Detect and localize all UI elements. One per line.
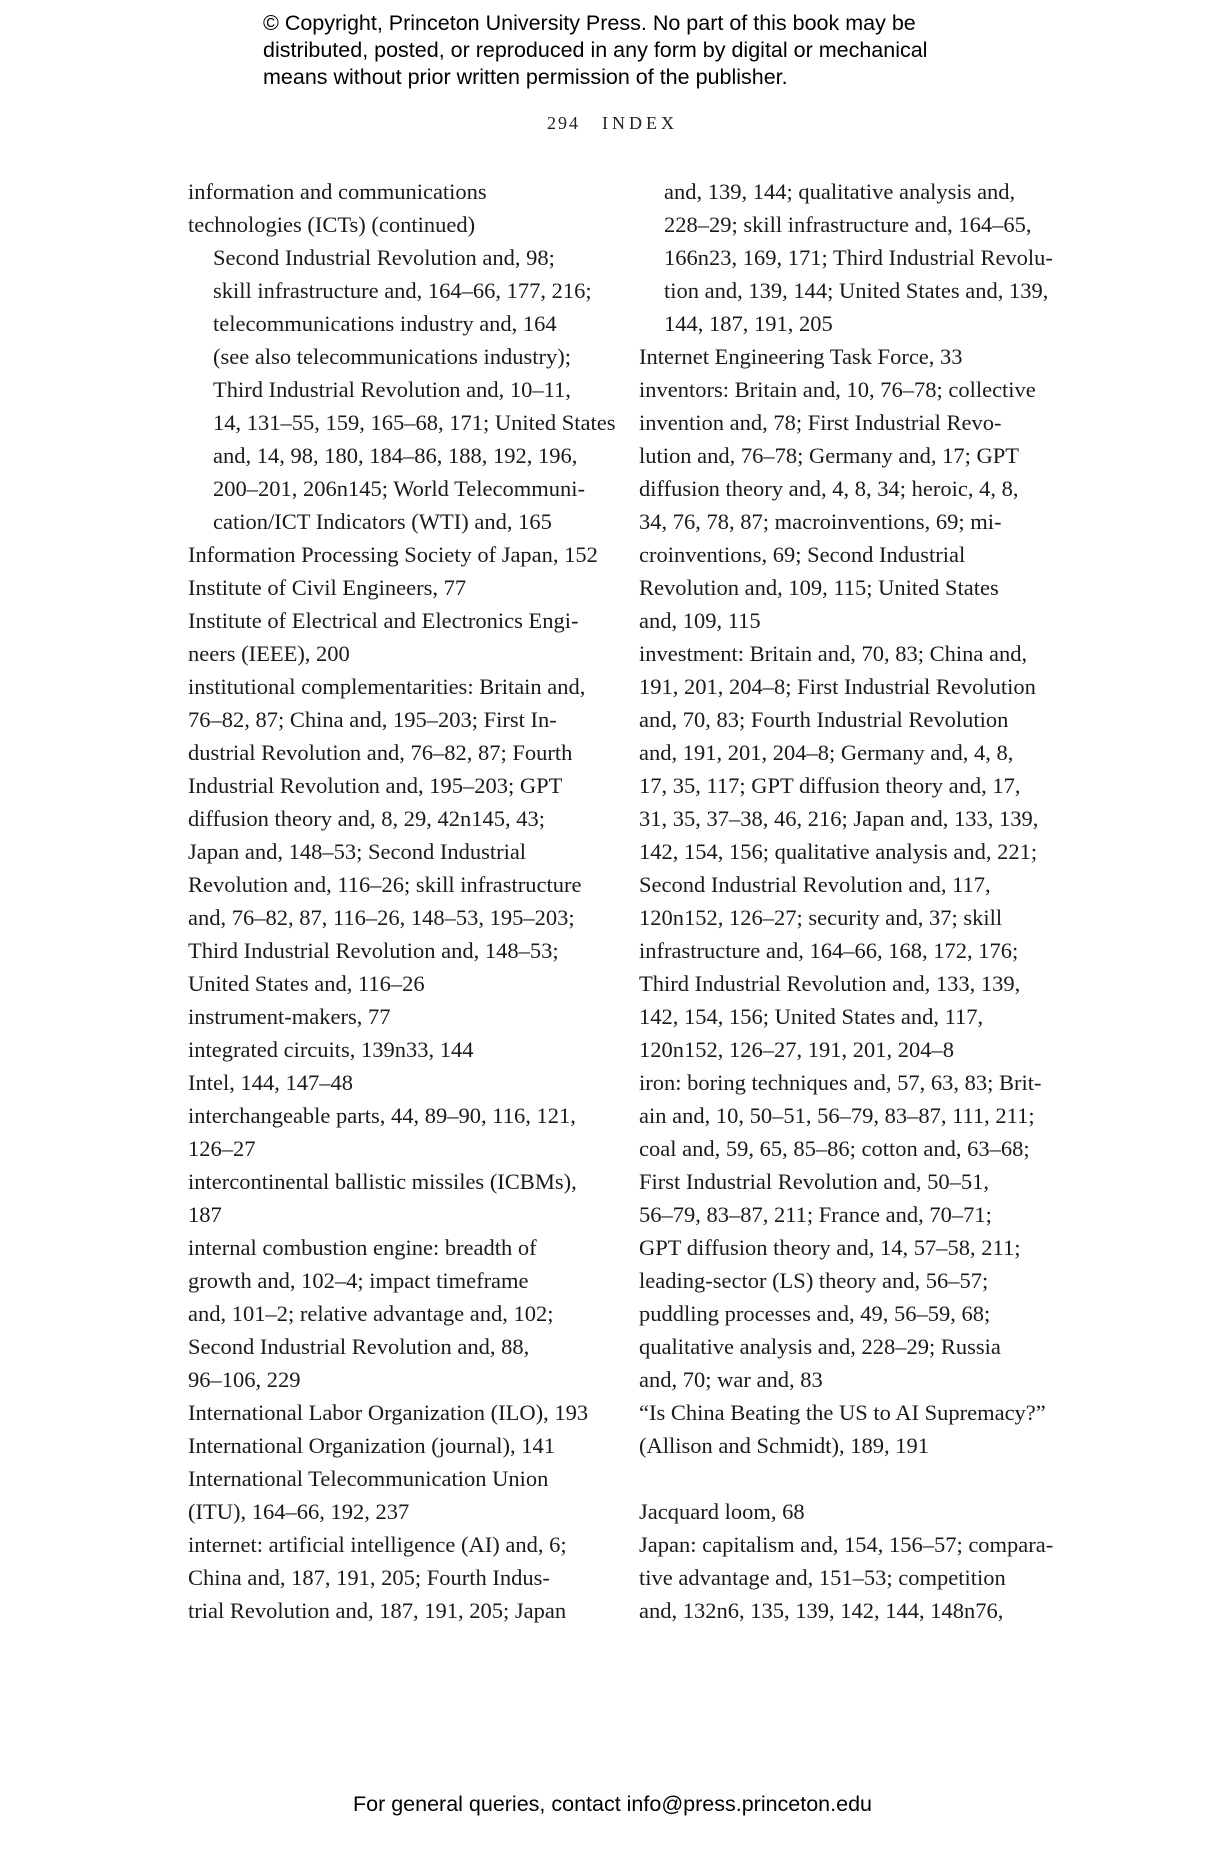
index-entry-line: tion and, 139, 144; United States and, 139, xyxy=(664,278,1049,303)
index-entry-line: technologies (ICTs) (continued) xyxy=(188,212,476,237)
index-entry xyxy=(639,637,1049,1066)
copyright-line: © Copyright, Princeton University Press. No part of this book may be xyxy=(263,11,916,35)
index-entry-line: 34, 76, 78, 87; macroinventions, 69; mi- xyxy=(639,509,1002,534)
index-entry xyxy=(188,670,598,1000)
index-entry-line: International Labor Organization (ILO), 193 xyxy=(188,1400,589,1425)
index-entry-line: and, 70, 83; Fourth Industrial Revolution xyxy=(639,707,1009,732)
index-entry-line: Second Industrial Revolution and, 88, xyxy=(188,1334,530,1359)
index-entry-line: 120n152, 126–27, 191, 201, 204–8 xyxy=(639,1037,954,1062)
index-entry xyxy=(188,538,598,571)
index-entry-line: 14, 131–55, 159, 165–68, 171; United States xyxy=(213,410,616,435)
index-entry-line: croinventions, 69; Second Industrial xyxy=(639,542,966,567)
footer-contact: For general queries, contact info@press.princeton.edu xyxy=(352,1792,872,1816)
index-entry-line: International Organization (journal), 141 xyxy=(188,1433,555,1458)
index-entry-line: Jacquard loom, 68 xyxy=(639,1499,805,1524)
index-entry xyxy=(188,1099,598,1165)
index-entry-line: 96–106, 229 xyxy=(188,1367,301,1392)
index-entry-line: skill infrastructure and, 164–66, 177, 216; xyxy=(213,278,592,303)
index-entry xyxy=(188,1165,598,1231)
index-entry xyxy=(188,1033,598,1066)
index-entry-line: First Industrial Revolution and, 50–51, xyxy=(639,1169,989,1194)
index-entry-line: instrument-makers, 77 xyxy=(188,1004,391,1029)
index-entry xyxy=(188,1462,598,1528)
index-entry-line: puddling processes and, 49, 56–59, 68; xyxy=(639,1301,991,1326)
index-entry-line: Second Industrial Revolution and, 98; xyxy=(213,245,555,270)
index-entry-line: Information Processing Society of Japan, 152 xyxy=(188,542,598,567)
index-entry-line: China and, 187, 191, 205; Fourth Indus- xyxy=(188,1565,550,1590)
index-entry-line: leading-sector (LS) theory and, 56–57; xyxy=(639,1268,989,1293)
index-entry-line: Japan and, 148–53; Second Industrial xyxy=(188,839,527,864)
index-entry-line: tive advantage and, 151–53; competition xyxy=(639,1565,1006,1590)
index-entry-line: Third Industrial Revolution and, 133, 139, xyxy=(639,971,1021,996)
index-entry xyxy=(188,1000,598,1033)
index-entry-line: Internet Engineering Task Force, 33 xyxy=(639,344,963,369)
index-entry-line: 31, 35, 37–38, 46, 216; Japan and, 133, 139, xyxy=(639,806,1039,831)
index-entry-line: Institute of Electrical and Electronics Engi- xyxy=(188,608,579,633)
index-entry-line: Intel, 144, 147–48 xyxy=(188,1070,353,1095)
index-column-right xyxy=(639,175,1054,1627)
index-entry xyxy=(188,571,598,604)
page-number: 294 xyxy=(547,113,580,133)
index-entry-line: neers (IEEE), 200 xyxy=(188,641,350,666)
index-entry-line: growth and, 102–4; impact timeframe xyxy=(188,1268,529,1293)
index-entry-line: and, 109, 115 xyxy=(639,608,761,633)
index-entry xyxy=(188,1231,598,1396)
index-entry-line: invention and, 78; First Industrial Revo- xyxy=(639,410,1002,435)
index-entry xyxy=(639,175,1053,340)
index-entry xyxy=(188,241,616,538)
index-column-left xyxy=(188,175,616,1627)
index-entry-line: Japan: capitalism and, 154, 156–57; compara- xyxy=(639,1532,1054,1557)
index-entry-line: 187 xyxy=(188,1202,222,1227)
index-entry-line: 142, 154, 156; United States and, 117, xyxy=(639,1004,984,1029)
running-head xyxy=(0,113,1225,134)
index-entry xyxy=(639,1495,1049,1528)
index-entry-line: infrastructure and, 164–66, 168, 172, 176; xyxy=(639,938,1019,963)
index-entry xyxy=(639,373,1049,637)
index-entry-line: and, 139, 144; qualitative analysis and, xyxy=(664,179,1016,204)
index-entry-line: ain and, 10, 50–51, 56–79, 83–87, 111, 211; xyxy=(639,1103,1035,1128)
index-entry-line: and, 14, 98, 180, 184–86, 188, 192, 196, xyxy=(213,443,578,468)
index-entry xyxy=(188,175,598,241)
index-entry-line: 144, 187, 191, 205 xyxy=(664,311,833,336)
index-entry-line: Third Industrial Revolution and, 148–53; xyxy=(188,938,559,963)
index-entry-line: investment: Britain and, 70, 83; China and, xyxy=(639,641,1028,666)
index-entry-line: information and communications xyxy=(188,179,487,204)
index-entry-line: Third Industrial Revolution and, 10–11, xyxy=(213,377,571,402)
index-entry-line: diffusion theory and, 8, 29, 42n145, 43; xyxy=(188,806,546,831)
index-entry-line: interchangeable parts, 44, 89–90, 116, 121, xyxy=(188,1103,576,1128)
index-entry-line: qualitative analysis and, 228–29; Russia xyxy=(639,1334,1001,1359)
index-entry-line: International Telecommunication Union xyxy=(188,1466,549,1491)
copyright-notice xyxy=(263,10,1023,91)
index-entry-line: coal and, 59, 65, 85–86; cotton and, 63–68; xyxy=(639,1136,1030,1161)
index-entry-line: iron: boring techniques and, 57, 63, 83; Brit- xyxy=(639,1070,1042,1095)
index-entry xyxy=(188,604,598,670)
index-entry-line: integrated circuits, 139n33, 144 xyxy=(188,1037,474,1062)
copyright-line: means without prior written permission of the publisher. xyxy=(263,65,788,89)
index-entry-line: Second Industrial Revolution and, 117, xyxy=(639,872,991,897)
index-entry-line: Revolution and, 116–26; skill infrastructure xyxy=(188,872,582,897)
index-entry-line: Revolution and, 109, 115; United States xyxy=(639,575,999,600)
copyright-line: distributed, posted, or reproduced in any form by digital or mechanical xyxy=(263,38,928,62)
index-entry-line: 166n23, 169, 171; Third Industrial Revolu- xyxy=(664,245,1053,270)
index-entry-line: internet: artificial intelligence (AI) and, 6; xyxy=(188,1532,567,1557)
index-entry-line: 200–201, 206n145; World Telecommuni- xyxy=(213,476,585,501)
index-entry-line: 17, 35, 117; GPT diffusion theory and, 17, xyxy=(639,773,1021,798)
index-entry-line: 228–29; skill infrastructure and, 164–65, xyxy=(664,212,1032,237)
index-entry-line: diffusion theory and, 4, 8, 34; heroic, 4, 8, xyxy=(639,476,1019,501)
index-entry-line: GPT diffusion theory and, 14, 57–58, 211; xyxy=(639,1235,1021,1260)
letter-gap xyxy=(639,1462,1049,1495)
index-entry-line: Industrial Revolution and, 195–203; GPT xyxy=(188,773,563,798)
index-entry-line: cation/ICT Indicators (WTI) and, 165 xyxy=(213,509,552,534)
index-entry xyxy=(188,1066,598,1099)
index-entry-line: trial Revolution and, 187, 191, 205; Japan xyxy=(188,1598,567,1623)
index-entry-line: dustrial Revolution and, 76–82, 87; Fourth xyxy=(188,740,573,765)
index-entry-line: 56–79, 83–87, 211; France and, 70–71; xyxy=(639,1202,992,1227)
index-entry-line: 191, 201, 204–8; First Industrial Revolution xyxy=(639,674,1036,699)
index-entry-line: and, 191, 201, 204–8; Germany and, 4, 8, xyxy=(639,740,1014,765)
index-entry-line: 120n152, 126–27; security and, 37; skill xyxy=(639,905,1003,930)
index-entry-line: lution and, 76–78; Germany and, 17; GPT xyxy=(639,443,1019,468)
index-entry-line: institutional complementarities: Britain and, xyxy=(188,674,586,699)
index-entry-line: 76–82, 87; China and, 195–203; First In- xyxy=(188,707,557,732)
index-entry-line: United States and, 116–26 xyxy=(188,971,425,996)
index-entry-line: and, 132n6, 135, 139, 142, 144, 148n76, xyxy=(639,1598,1004,1623)
index-entry-line: and, 70; war and, 83 xyxy=(639,1367,823,1392)
index-entry xyxy=(639,1066,1049,1396)
index-entry-line: 142, 154, 156; qualitative analysis and, 221; xyxy=(639,839,1038,864)
index-entry xyxy=(639,1528,1054,1627)
index-entry xyxy=(639,340,1049,373)
index-entry-line: (ITU), 164–66, 192, 237 xyxy=(188,1499,410,1524)
index-entry-line: intercontinental ballistic missiles (ICBMs), xyxy=(188,1169,577,1194)
index-entry-line: inventors: Britain and, 10, 76–78; collective xyxy=(639,377,1036,402)
index-entry-line: telecommunications industry and, 164 xyxy=(213,311,557,336)
index-entry xyxy=(188,1429,598,1462)
index-entry-line: and, 101–2; relative advantage and, 102; xyxy=(188,1301,554,1326)
index-entry-line: 126–27 xyxy=(188,1136,256,1161)
index-entry xyxy=(188,1528,598,1627)
index-entry xyxy=(188,1396,598,1429)
index-entry-line: and, 76–82, 87, 116–26, 148–53, 195–203; xyxy=(188,905,575,930)
index-entry-line: Institute of Civil Engineers, 77 xyxy=(188,575,467,600)
index-entry-line: “Is China Beating the US to AI Supremacy?” xyxy=(639,1400,1046,1425)
index-entry-line: (see also telecommunications industry); xyxy=(213,344,572,369)
section-title: INDEX xyxy=(602,113,678,133)
index-entry-line: (Allison and Schmidt), 189, 191 xyxy=(639,1433,929,1458)
index-entry-line: internal combustion engine: breadth of xyxy=(188,1235,537,1260)
index-entry xyxy=(639,1396,1049,1462)
